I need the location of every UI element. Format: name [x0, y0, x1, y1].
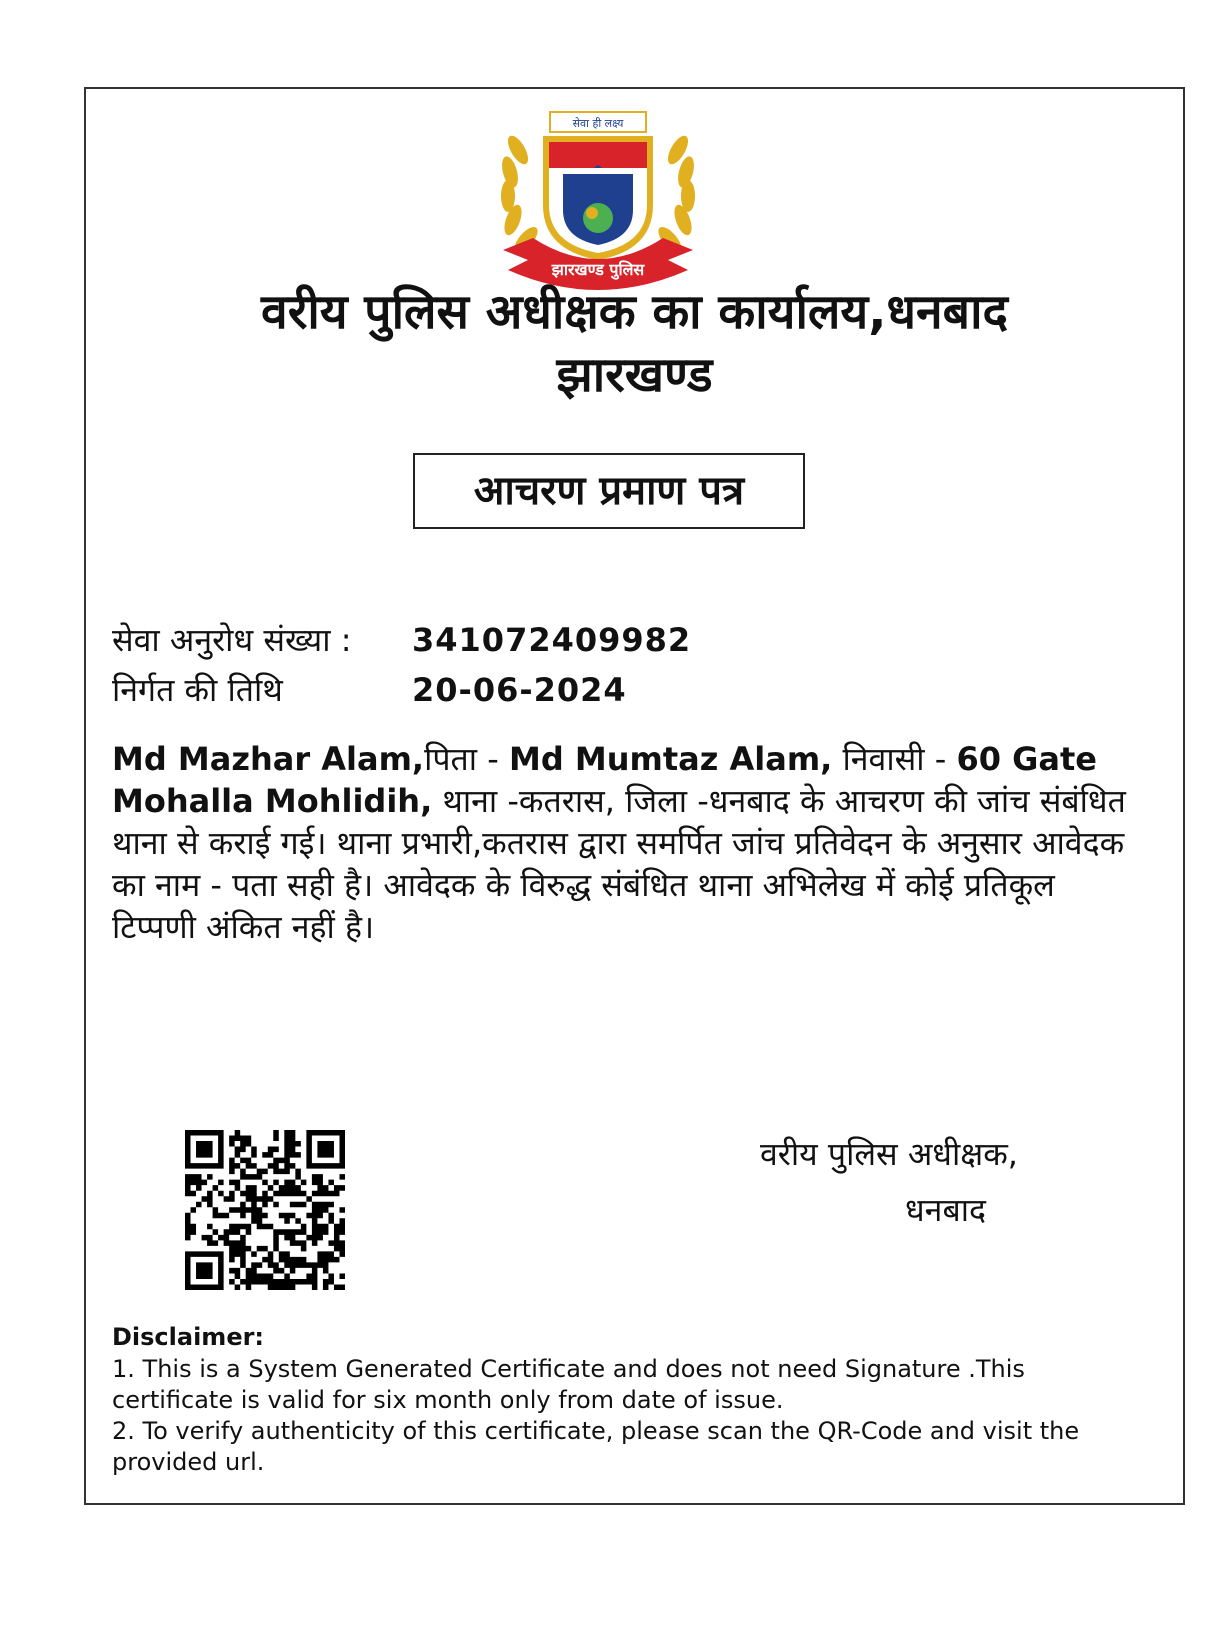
emblem-ribbon-text: झारखण्ड पुलिस — [551, 260, 645, 279]
father-label: पिता - — [424, 740, 509, 778]
request-number-value: 341072409982 — [412, 621, 692, 659]
signatory-location: धनबाद — [905, 1191, 986, 1229]
signatory-title: वरीय पुलिस अधीक्षक, — [760, 1135, 1018, 1173]
body-statement: थाना -कतरास, जिला -धनबाद के आचरण की जांच संबंधित थाना से कराई गई। थाना प्रभारी,कतरास द्वारा समर्पित जांच प्रतिवेदन के अनुसार आवेदक का नाम - पता सही है। आवेदक के विरुद्ध संबंधित थाना अभिलेख में कोई प्रतिकूल टिप्पणी अंकित नहीं है। — [112, 782, 1126, 946]
applicant-name: Md Mazhar Alam, — [112, 740, 425, 778]
state-name: झारखण्ड — [556, 347, 713, 403]
verification-qr-code[interactable] — [185, 1130, 345, 1290]
jharkhand-police-emblem — [488, 110, 708, 295]
certificate-body — [112, 738, 1142, 948]
disclaimer-item-1: 1. This is a System Generated Certificate and does not need Signature .This certificate is valid for six month only from date of issue. — [112, 1355, 1025, 1414]
qr-finder-pattern — [306, 1130, 345, 1169]
request-number-row — [112, 618, 691, 662]
request-number-label: सेवा अनुरोध संख्या : — [112, 621, 352, 659]
qr-finder-pattern — [185, 1130, 224, 1169]
issue-date-value: 20-06-2024 — [412, 671, 627, 709]
resident-label: निवासी - — [832, 740, 957, 778]
left-laurel — [499, 133, 542, 257]
emblem-motto: सेवा ही लक्ष्य — [572, 117, 624, 130]
disclaimer-title: Disclaimer: — [112, 1323, 265, 1351]
disclaimer-item-2: 2. To verify authenticity of this certificate, please scan the QR-Code and visit the provided url. — [112, 1417, 1080, 1476]
issue-date-row — [112, 668, 627, 712]
qr-finder-pattern — [185, 1251, 224, 1290]
father-name: Md Mumtaz Alam, — [508, 740, 833, 778]
issue-date-label: निर्गत की तिथि — [112, 671, 283, 709]
applicant-address: 60 Gate Mohalla Mohlidih, — [112, 740, 1097, 820]
certificate-title: आचरण प्रमाण पत्र — [413, 453, 805, 529]
office-name: वरीय पुलिस अधीक्षक का कार्यालय,धनबाद — [261, 284, 1008, 340]
right-laurel — [654, 133, 697, 257]
